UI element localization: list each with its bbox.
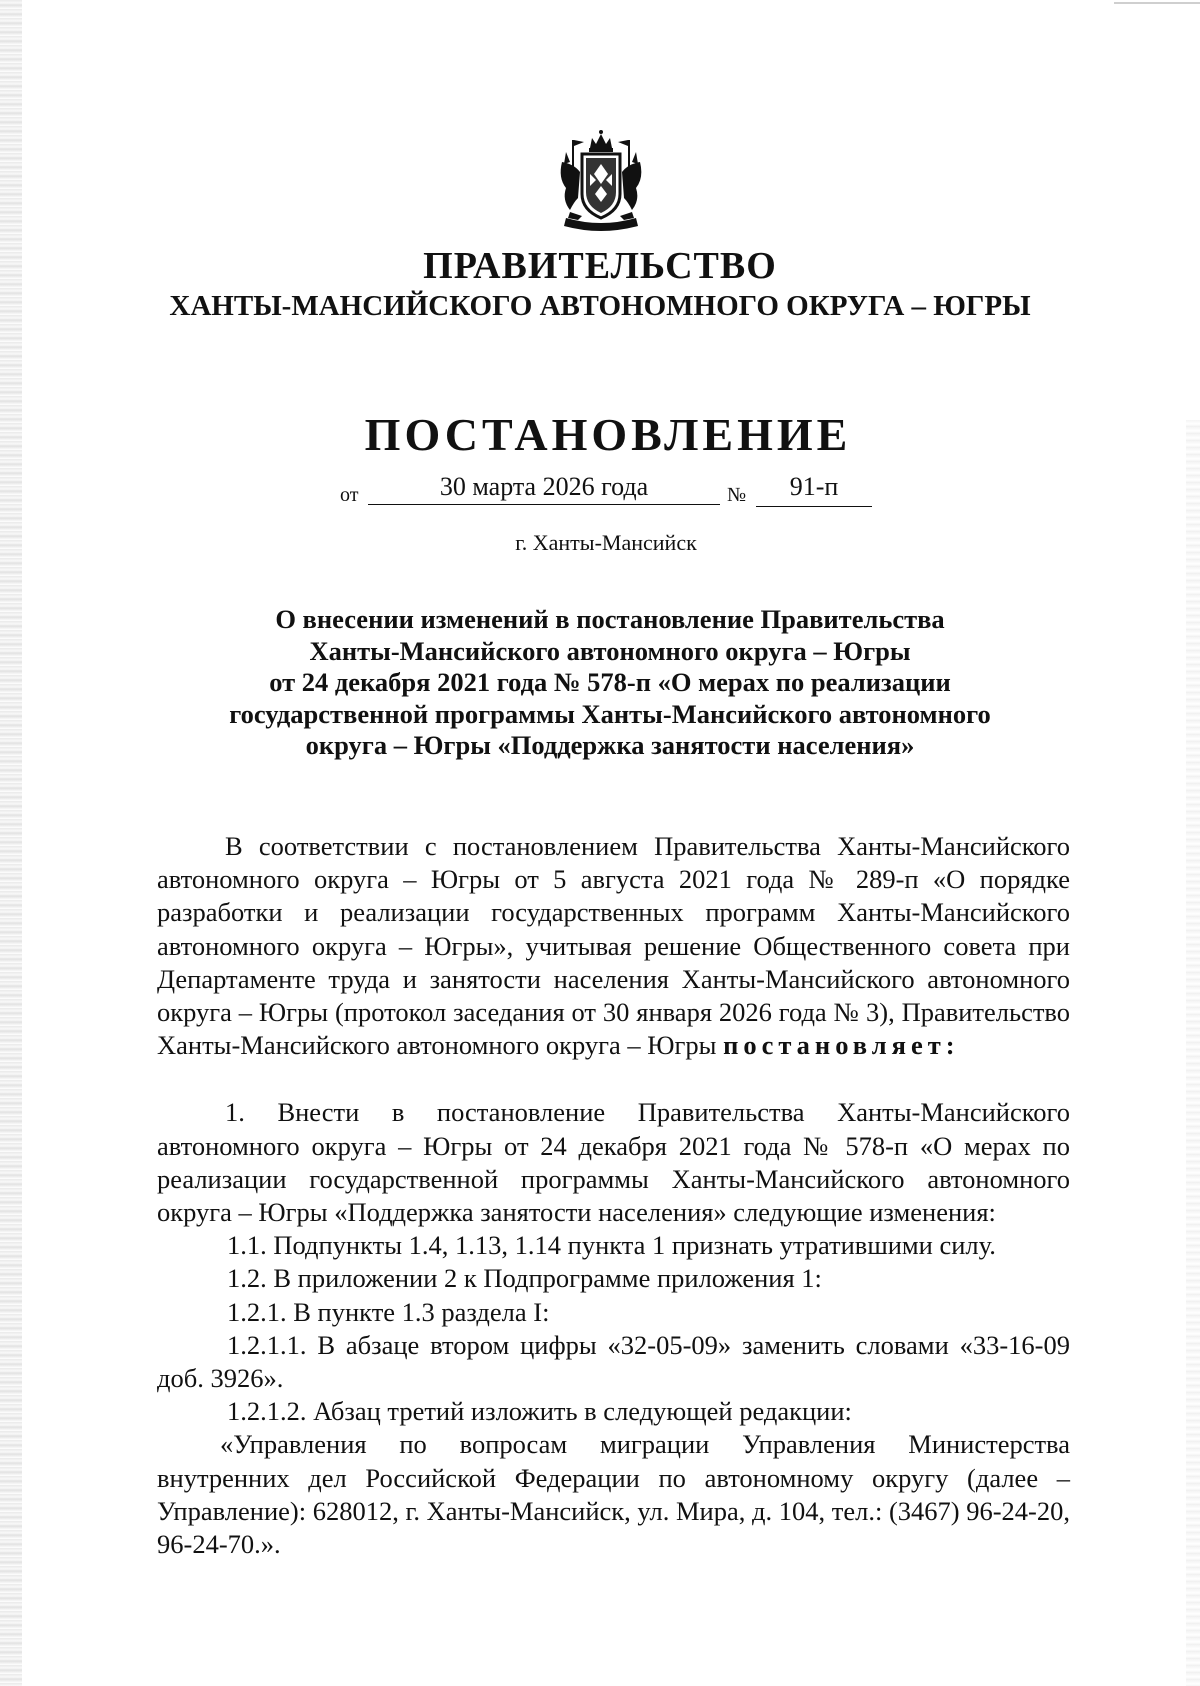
subject-line: О внесении изменений в постановление Правительства [275,604,945,634]
item-1-1: 1.1. Подпункты 1.4, 1.13, 1.14 пункта 1 признать утратившими силу. [227,1230,996,1261]
government-region: ХАНТЫ-МАНСИЙСКОГО АВТОНОМНОГО ОКРУГА – ЮГРЫ [169,290,1031,322]
coat-of-arms-emblem-icon [552,128,650,236]
government-title: ПРАВИТЕЛЬСТВО [423,245,777,287]
document-city: г. Ханты-Мансийск [515,530,697,555]
item-1-2-1: 1.2.1. В пункте 1.3 раздела I: [227,1296,550,1327]
document-number: 91-п [756,472,872,507]
date-label: от [340,484,359,506]
document-type: ПОСТАНОВЛЕНИЕ [364,409,852,460]
preamble-text: В соответствии с постановлением Правительства Ханты-Мансийского автономного округа – Югры от 5 августа 2021 года № 289-п «О порядке разработки и реализации государственных программ Ханты-Мансийского автономного округа – Югры», учитывая решение Общественного совета при Департаменте труда и занятости населения Ханты-Мансийского автономного округа – Югры (протокол заседания от 30 января 2026 года № 3), Правительство Ханты-Мансийского автономного округа – Югры [157,831,1070,1061]
scan-top-line [1114,2,1200,4]
number-label: № [727,484,747,506]
document-subject [190,604,1030,762]
item-1-2-1-2: 1.2.1.2. Абзац третий изложить в следующей редакции: [227,1396,852,1427]
subject-line: Ханты-Мансийского автономного округа – Югры [309,635,911,666]
item-1-2: 1.2. В приложении 2 к Подпрограмме приложения 1: [227,1263,822,1294]
preamble-paragraph [157,830,1070,1062]
quoted-text: «Управления по вопросам миграции Управления Министерства внутренних дел Российской Федерации по автономному округу (далее – Управление): 628012, г. Ханты-Мансийск, ул. Мира, д. 104, тел.: (3467) 96-24-20, 96-24-70.». [157,1429,1070,1560]
subject-line: государственной программы Ханты-Мансийского автономного [229,698,991,729]
resolves-word: постановляет: [723,1030,960,1061]
subject-line: округа – Югры «Поддержка занятости населения» [305,730,915,760]
scan-edge-right [1186,420,1200,1686]
document-date: 30 марта 2026 года [368,472,720,505]
document-body [157,830,1070,1561]
item-1: 1. Внести в постановление Правительства Ханты-Мансийского автономного округа – Югры от 24 декабря 2021 года № 578-п «О мерах по реализации государственной программы Ханты-Мансийского автономного округа – Югры «Поддержка занятости населения» следующие изменения: [157,1097,1070,1228]
item-1-2-1-1: 1.2.1.1. В абзаце втором цифры «32-05-09» заменить словами «33-16-09 доб. 3926». [157,1329,1070,1394]
subject-line: от 24 декабря 2021 года № 578-п «О мерах по реализации [269,667,951,697]
document-meta-row [0,472,1200,512]
